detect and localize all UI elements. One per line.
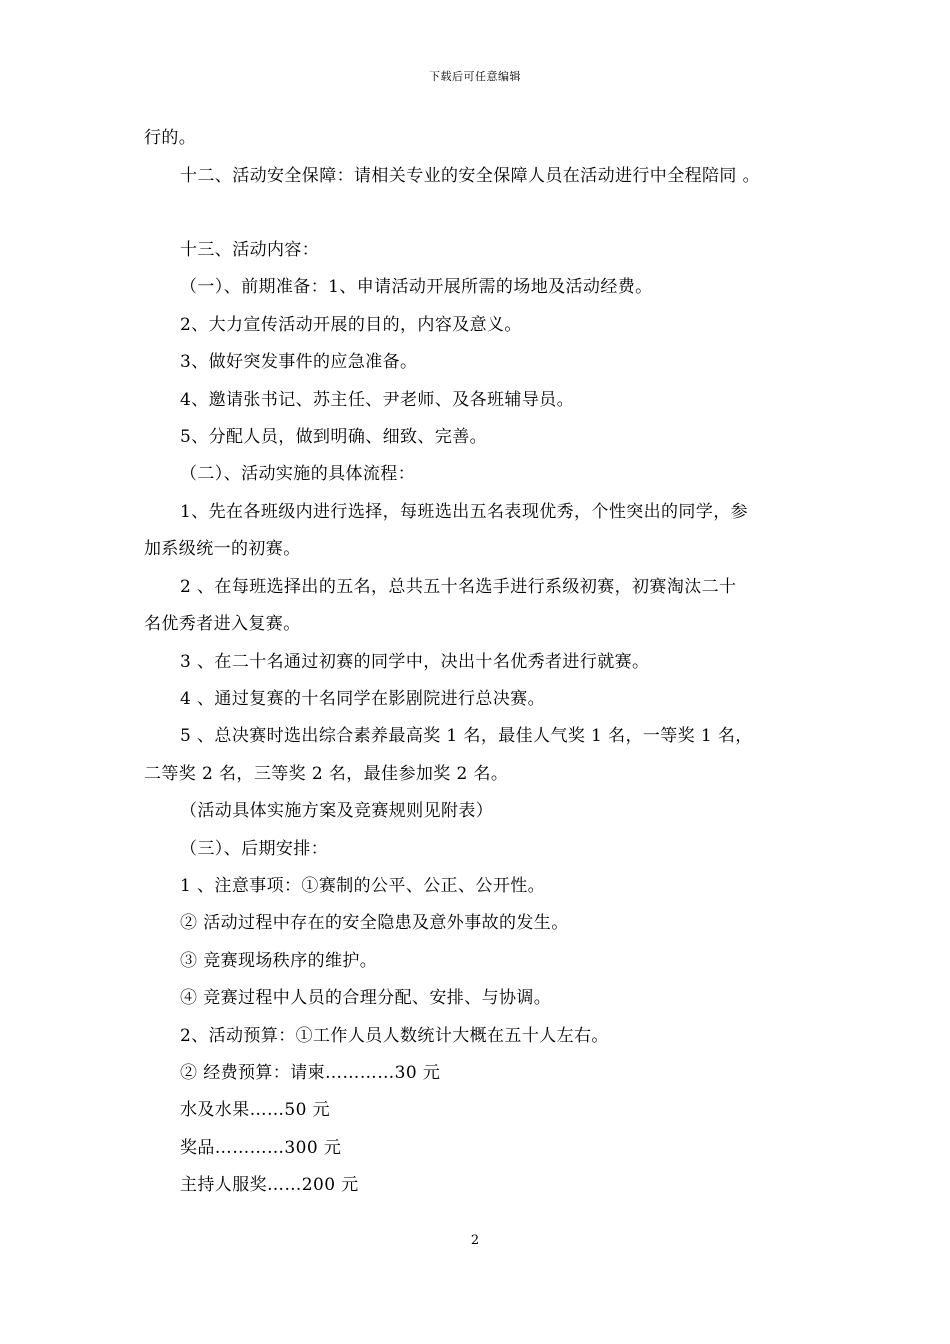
paragraph-line: 主持人服奖……200 元 bbox=[180, 1175, 359, 1195]
page-number: 2 bbox=[470, 1233, 480, 1248]
paragraph-line: 3 、在二十名通过初赛的同学中，决出十名优秀者进行就赛。 bbox=[180, 652, 650, 672]
paragraph-line: 加系级统一的初赛。 bbox=[144, 539, 301, 559]
paragraph-line: 2、大力宣传活动开展的目的，内容及意义。 bbox=[180, 315, 522, 335]
paragraph-line: 名优秀者进入复赛。 bbox=[144, 614, 301, 634]
paragraph-line: （二）、活动实施的具体流程： bbox=[180, 464, 416, 484]
paragraph-line: 1 、注意事项：①赛制的公平、公正、公开性。 bbox=[180, 876, 546, 896]
paragraph-line: 奖品…………300 元 bbox=[180, 1138, 342, 1158]
paragraph-line: 5 、总决赛时选出综合素养最高奖 1 名，最佳人气奖 1 名，一等奖 1 名， bbox=[180, 726, 753, 746]
paragraph-line: （三）、后期安排： bbox=[180, 839, 329, 859]
paragraph-line: 十三、活动内容： bbox=[180, 240, 320, 260]
paragraph-line: （一）、前期准备：1、申请活动开展所需的场地及活动经费。 bbox=[180, 277, 653, 297]
paragraph-line: 1、先在各班级内进行选择，每班选出五名表现优秀，个性突出的同学，参 bbox=[180, 502, 749, 522]
paragraph-line: 4 、通过复赛的十名同学在影剧院进行总决赛。 bbox=[180, 689, 546, 709]
paragraph-line: ② 活动过程中存在的安全隐患及意外事故的发生。 bbox=[180, 913, 569, 933]
paragraph-line: 水及水果……50 元 bbox=[180, 1100, 331, 1120]
paragraph-line: ③ 竞赛现场秩序的维护。 bbox=[180, 951, 378, 971]
paragraph-line: 4、邀请张书记、苏主任、尹老师、及各班辅导员。 bbox=[180, 390, 575, 410]
paragraph-line: ② 经费预算：请柬…………30 元 bbox=[180, 1063, 441, 1083]
paragraph-line: 5、分配人员，做到明确、细致、完善。 bbox=[180, 427, 488, 447]
paragraph-line: 行的。 bbox=[144, 128, 197, 148]
paragraph-line: 2 、在每班选择出的五名，总共五十名选手进行系级初赛，初赛淘汰二十 bbox=[180, 577, 737, 597]
paragraph-line: 2、活动预算：①工作人员人数统计大概在五十人左右。 bbox=[180, 1026, 609, 1046]
paragraph-line: （活动具体实施方案及竞赛规则见附表） bbox=[180, 801, 494, 821]
paragraph-line: 3、做好突发事件的应急准备。 bbox=[180, 352, 418, 372]
paragraph-line: 十二、活动安全保障：请相关专业的安全保障人员在活动进行中全程陪同 。 bbox=[180, 166, 761, 186]
page-header: 下载后可任意编辑 bbox=[429, 70, 521, 83]
paragraph-line: ④ 竞赛过程中人员的合理分配、安排、与协调。 bbox=[180, 988, 552, 1008]
paragraph-line: 二等奖 2 名，三等奖 2 名，最佳参加奖 2 名。 bbox=[144, 764, 509, 784]
